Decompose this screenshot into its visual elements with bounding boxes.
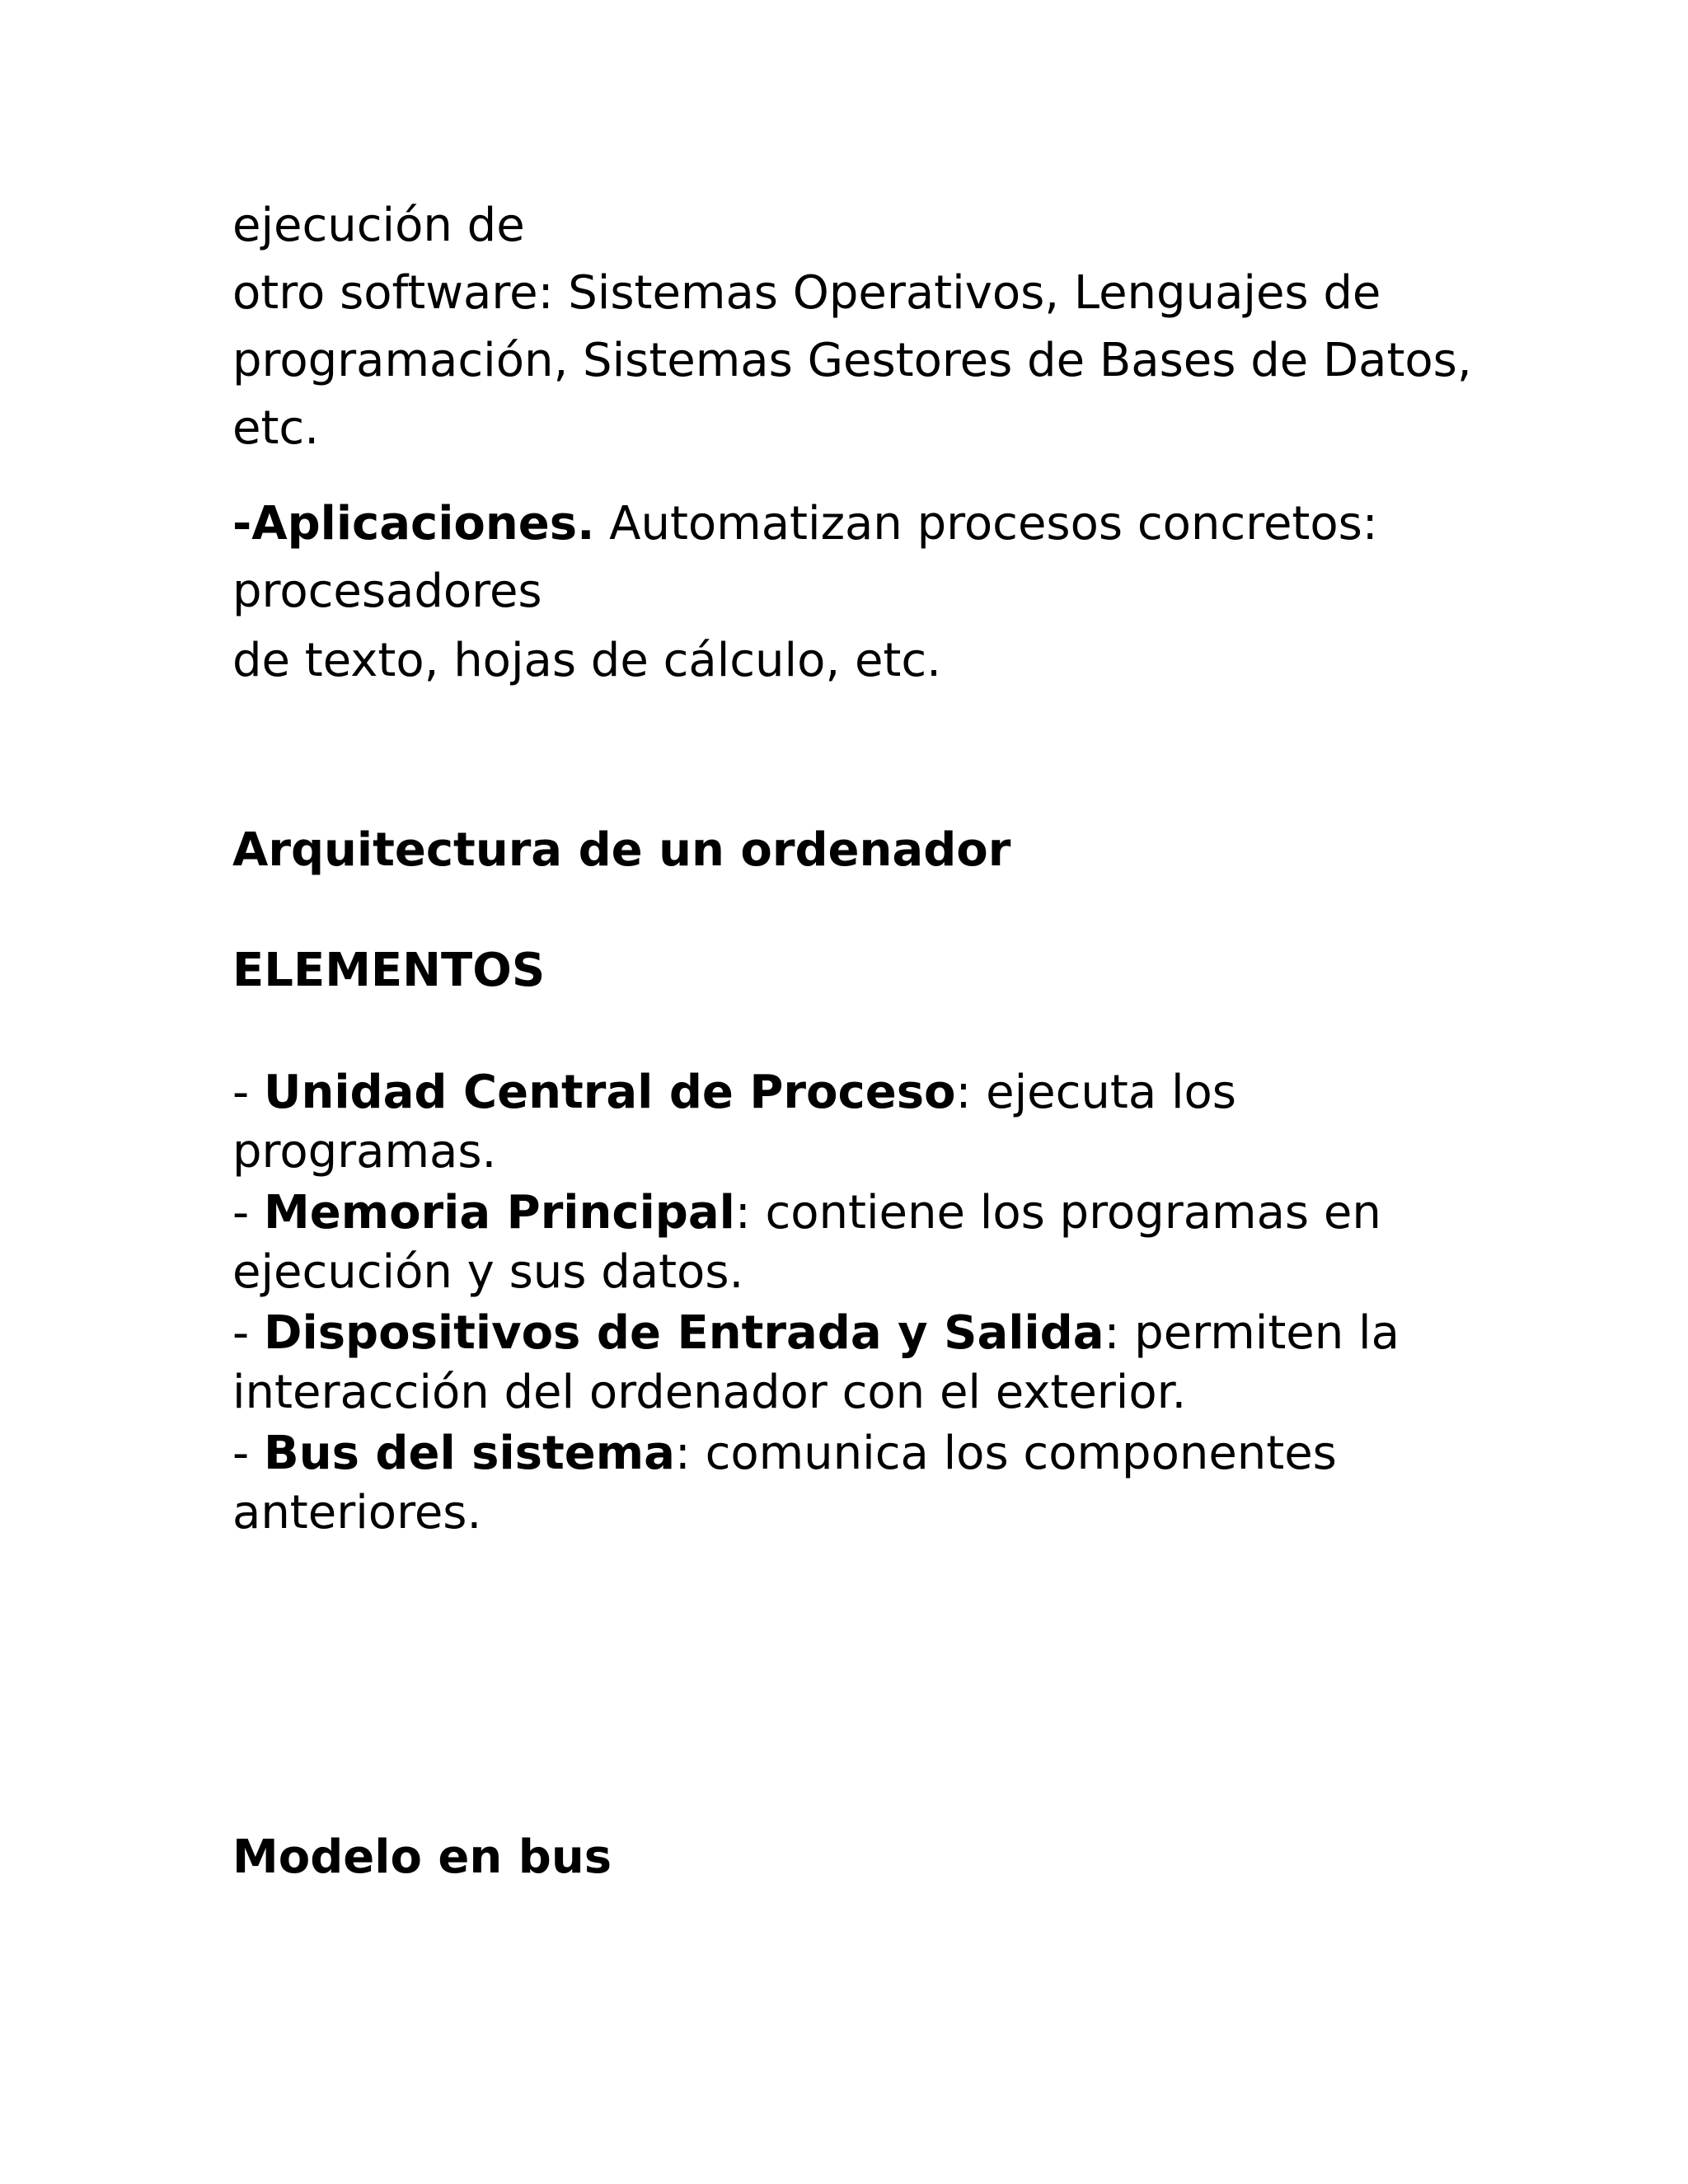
element-item-bus — [232, 1424, 1337, 1483]
element-prefix: - — [232, 1306, 265, 1360]
element-term: Unidad Central de Proceso — [264, 1066, 956, 1119]
element-item-io-cont: interacción del ordenador con el exterior. — [232, 1366, 1187, 1419]
element-term: Memoria Principal — [264, 1186, 735, 1240]
element-description: : permiten la — [1104, 1306, 1400, 1360]
element-item-memory — [232, 1183, 1381, 1243]
intro-line-1: ejecución de — [232, 199, 525, 252]
element-prefix: - — [232, 1427, 265, 1480]
intro-line-3: programación, Sistemas Gestores de Bases de Datos, — [232, 334, 1472, 387]
element-description: : contiene los programas en — [734, 1186, 1381, 1240]
element-item-cpu-cont: programas. — [232, 1125, 497, 1179]
section-title: Arquitectura de un ordenador — [232, 823, 1011, 877]
aplicaciones-description: Automatizan procesos concretos: — [594, 497, 1378, 551]
aplicaciones-line-3: de texto, hojas de cálculo, etc. — [232, 634, 941, 687]
element-item-memory-cont: ejecución y sus datos. — [232, 1245, 744, 1299]
element-description: : ejecuta los — [955, 1066, 1236, 1119]
element-term: Dispositivos de Entrada y Salida — [264, 1306, 1104, 1360]
aplicaciones-term: -Aplicaciones. — [232, 497, 595, 551]
element-item-bus-cont: anteriores. — [232, 1486, 482, 1540]
element-item-io — [232, 1304, 1400, 1363]
element-prefix: - — [232, 1186, 265, 1240]
model-title: Modelo en bus — [232, 1830, 612, 1884]
intro-line-2: otro software: Sistemas Operativos, Lenguajes de — [232, 266, 1381, 320]
element-prefix: - — [232, 1066, 265, 1119]
elements-title: ELEMENTOS — [232, 944, 546, 997]
aplicaciones-line-1 — [232, 494, 1378, 554]
element-item-cpu — [232, 1063, 1236, 1122]
intro-line-4: etc. — [232, 401, 319, 455]
element-description: : comunica los componentes — [674, 1427, 1337, 1480]
element-term: Bus del sistema — [264, 1427, 675, 1480]
aplicaciones-line-2: procesadores — [232, 565, 542, 618]
